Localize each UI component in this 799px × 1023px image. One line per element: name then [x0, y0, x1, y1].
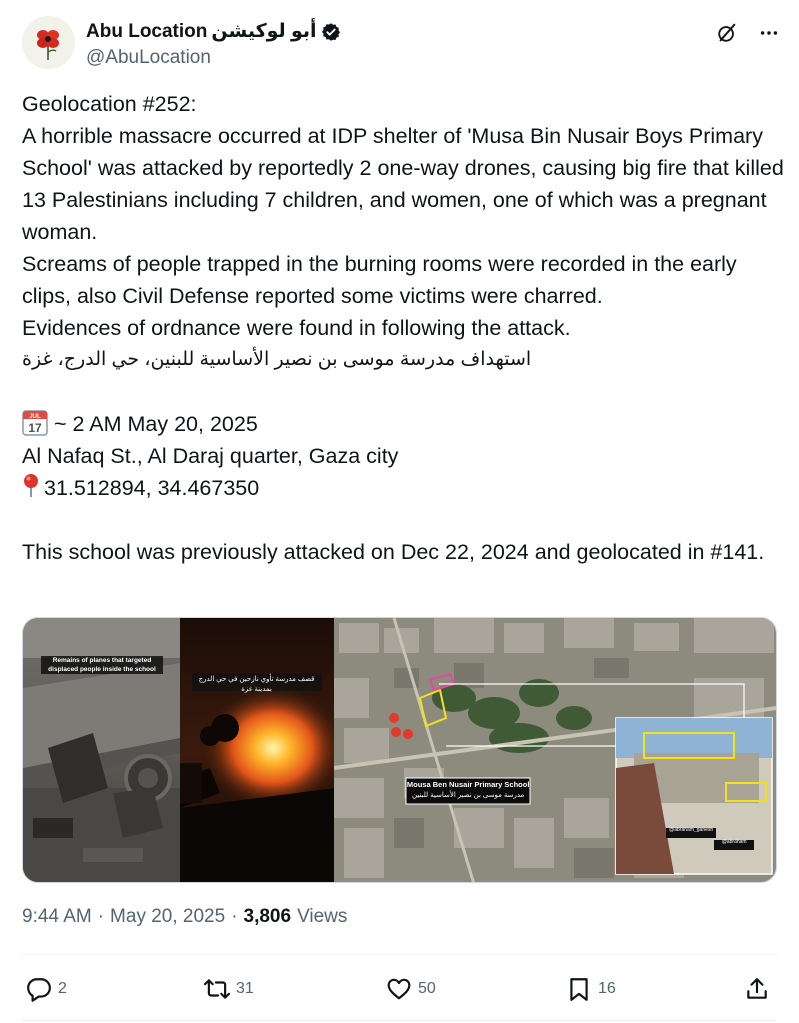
fire-caption: قصف مدرسة تأوي نازحين في حي الدرج بمدينة غزة — [198, 676, 315, 693]
calendar-emoji-icon — [22, 408, 48, 436]
tweet-line-arabic: استهداف مدرسة موسى بن نصير الأساسية للبنين، حي الدرج، غزة — [22, 349, 532, 370]
media-panel-fire[interactable] — [180, 618, 335, 882]
inset-label-1: @abraham_ganesh — [669, 827, 714, 833]
verified-badge-icon — [321, 22, 341, 42]
tweet-date-row — [22, 408, 787, 440]
reply-icon — [26, 976, 52, 1002]
more-dots-icon[interactable] — [756, 20, 782, 46]
tweet-date-stamp[interactable]: May 20, 2025 — [110, 906, 226, 927]
tweet-meta — [22, 906, 347, 928]
map-label-title: Mousa Ben Nusair Primary School — [406, 780, 530, 789]
map-label-arabic: مدرسة موسى بن نصير الأساسية للبنين — [412, 792, 525, 799]
display-name-arabic[interactable]: أبو لوكيشن — [211, 21, 317, 42]
svg-text:17: 17 — [28, 421, 42, 435]
reply-button[interactable] — [26, 976, 67, 1002]
author-name-row[interactable] — [86, 20, 341, 43]
tweet-time[interactable]: 9:44 AM — [22, 906, 92, 927]
debris-caption: Remains of planes that targeted displaced people inside the school — [48, 657, 156, 673]
repost-icon — [204, 976, 230, 1002]
round-pushpin-icon — [22, 473, 40, 499]
tweet-line-evidence: Evidences of ordnance were found in following the attack. — [22, 316, 571, 340]
bookmark-button[interactable] — [566, 976, 616, 1002]
tweet-header — [22, 16, 782, 72]
repost-count: 31 — [236, 980, 254, 997]
media-panel-debris[interactable] — [23, 618, 180, 882]
avatar[interactable] — [22, 16, 75, 69]
tweet-location: Al Nafaq St., Al Daraj quarter, Gaza city — [22, 444, 399, 468]
meta-separator: · — [97, 906, 105, 927]
tweet-coords: 31.512894, 34.467350 — [44, 476, 260, 500]
like-count: 50 — [418, 980, 436, 997]
divider-top — [22, 954, 777, 955]
divider-bottom — [22, 1020, 777, 1021]
meta-separator-2: · — [231, 906, 238, 927]
svg-text:JUL: JUL — [29, 414, 41, 420]
media-panel-satellite[interactable] — [334, 618, 776, 882]
share-button[interactable] — [744, 976, 770, 1002]
fire-photo-image — [180, 618, 335, 882]
bookmark-count: 16 — [598, 980, 616, 997]
red-poppy-avatar-icon — [22, 16, 75, 69]
like-button[interactable] — [386, 976, 436, 1002]
tweet-media[interactable] — [22, 617, 777, 883]
tweet-date: ~ 2 AM May 20, 2025 — [54, 412, 258, 436]
views-count: 3,806 — [243, 906, 292, 927]
tweet-actions — [22, 972, 777, 1008]
inset-label-2: @abraham — [721, 839, 747, 845]
tweet-line-description: A horrible massacre occurred at IDP shelter of 'Musa Bin Nusair Boys Primary School' was attacked by reportedly 2 one-way drones, causing big fire that killed 13 Palestinians including 7 children, and women, one of which was a pregnant woman. — [22, 124, 790, 244]
reply-count: 2 — [58, 980, 67, 997]
tweet-text — [22, 88, 790, 568]
bookmark-icon — [566, 976, 592, 1002]
display-name[interactable]: Abu Location — [86, 20, 208, 42]
tweet-previous-attack: This school was previously attacked on Dec 22, 2024 and geolocated in #141. — [22, 540, 765, 564]
tweet-line-screams: Screams of people trapped in the burning rooms were recorded in the early clips, also Civil Defense reported some victims were charred. — [22, 252, 743, 308]
tweet-line-title: Geolocation #252: — [22, 92, 197, 116]
views-label: Views — [297, 906, 348, 927]
repost-button[interactable] — [204, 976, 254, 1002]
tweet-coords-row — [22, 472, 787, 504]
header-actions — [714, 20, 782, 46]
handle[interactable]: @AbuLocation — [86, 47, 211, 68]
satellite-map-image — [334, 618, 776, 882]
heart-icon — [386, 976, 412, 1002]
grok-icon[interactable] — [714, 20, 740, 46]
share-icon — [744, 976, 770, 1002]
